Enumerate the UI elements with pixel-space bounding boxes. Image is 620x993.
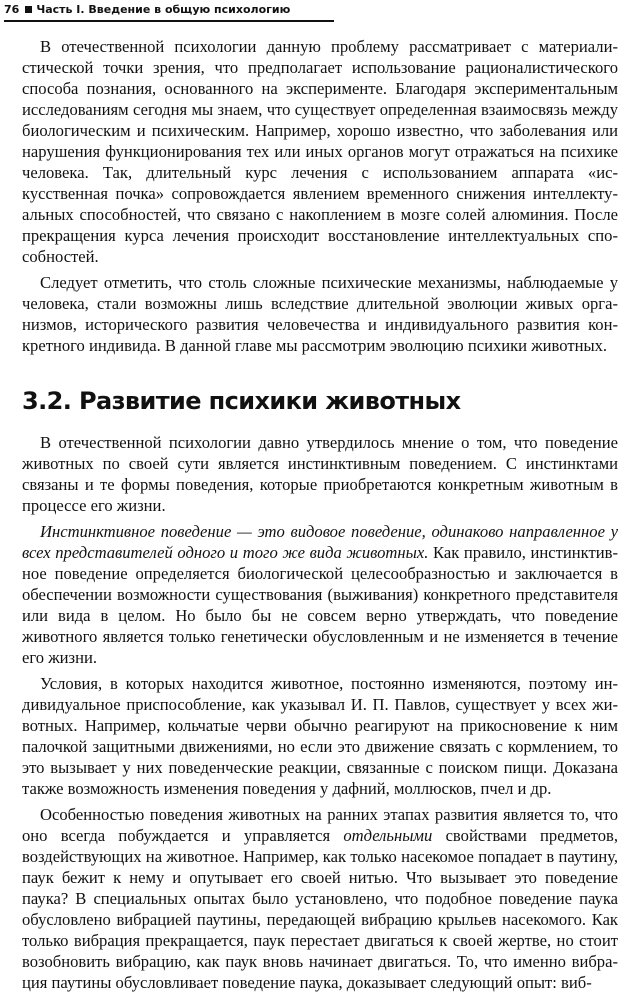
square-bullet-icon: [25, 6, 32, 13]
section-paragraph-4: [22, 804, 618, 993]
section-paragraph-3: Условия, в которых находится животное, постоянно изменяются, поэтому индивидуальное приспособление, как указывал И. П. Павлов, существует у всех животных. Например, кольчатые черви обычно реагируют на прикосновение к ним палочкой защитными движениями, но если это движение связать с кормлением, то это вызывает у них поведенческие реакции, связанные с поиском пищи. Доказана также возможность изменения поведения у дафний, моллюсков, пчел и др.: [22, 674, 618, 798]
intro-paragraph-2: Следует отметить, что столь сложные психические механизмы, наблюдаемые у человека, стали возможны лишь вследствие длительной эволюции живых организмов, исторического развития человечества и индивидуального развития конкретного индивида. В данной главе мы рассмотрим эволюцию психики животных.: [22, 273, 618, 355]
intro-text: [22, 36, 618, 356]
section-text: [22, 432, 618, 993]
emphasis-italic: отдельными: [343, 826, 433, 845]
running-title: Часть I. Введение в общую психологию: [36, 3, 291, 16]
definition-italic: Инстинктивное поведение — это видовое поведение, одинаково направленное у всех представителей одного и того же вида животных.: [22, 522, 618, 562]
intro-paragraph-1: В отечественной психологии данную проблему рассматривает с материалистической точки зрения, что предполагает использование рационалистического способа познания, основанного на эксперименте. Благодаря экспериментальным исследованиям сегодня мы знаем, что существует определенная взаимосвязь между биологическим и психическим. Например, хорошо известно, что заболевания или нарушения функционирования тех или иных органов могут отражаться на психике человека. Так, длительный курс лечения с использованием аппарата «искусственная почка» сопровождается явлением временного снижения интеллектуальных способностей, что связано с накоплением в мозге солей алюминия. После прекращения курса лечения происходит восстановление интеллектуальных способностей.: [22, 37, 618, 266]
section-heading: 3.2. Развитие психики животных: [22, 387, 461, 415]
page-number: 76: [4, 3, 20, 16]
section-paragraph-4-start: Особенностью поведения животных на ранних этапах развития является то, что оно всегда побуждается и управляется: [22, 805, 618, 845]
header-rule: [4, 20, 334, 22]
section-paragraph-4-end: свойствами предметов, воздействующих на животное. Например, как только насекомое попадает в паутину, паук бежит к нему и опутывает его своей нитью. Что вызывает это поведение паука? В специальных опытах было установлено, что подобное поведение паука обусловлено вибрацией паутины, передающей вибрацию крыльев насекомого. Как только вибрация прекращается, паук перестает двигаться к своей жертве, но стоит возобновить вибрацию, как паук вновь начинает двигаться. То, что именно вибрация паутины обусловливает поведение паука, доказывает следующий опыт: виб-: [22, 826, 618, 992]
section-paragraph-1: В отечественной психологии давно утвердилось мнение о том, что поведение животных по своей сути является инстинктивным поведением. С инстинктами связаны и те формы поведения, которые приобретаются конкретным животным в процессе его жизни.: [22, 433, 618, 515]
running-header: [4, 0, 334, 20]
section-paragraph-2-rest: Как правило, инстинктивное поведение определяется биологической целесообразностью и заключается в обеспечении возможности существования (выживания) конкретного представителя или вида в целом. Но было бы не совсем верно утверждать, что поведение животного является только генетически обусловленным и не изменяется в течение его жизни.: [22, 543, 618, 667]
section-paragraph-2: [22, 521, 618, 668]
